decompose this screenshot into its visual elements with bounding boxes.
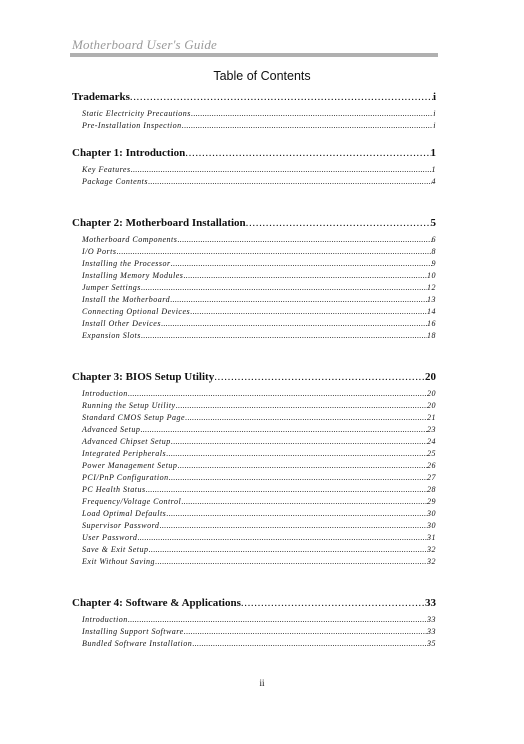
dot-leader [146, 484, 427, 496]
toc-entry-label: Key Features [82, 165, 131, 174]
toc-entry-row[interactable] [72, 496, 436, 508]
toc-chapter-page: 33 [425, 597, 436, 609]
dot-leader [182, 120, 434, 132]
toc-entry-label: Jumper Settings [82, 283, 141, 292]
dot-leader [130, 90, 433, 105]
toc-entry-row[interactable] [72, 234, 436, 246]
toc-entry-row[interactable] [72, 532, 436, 544]
table-of-contents [72, 90, 436, 650]
toc-entry-label: Introduction [82, 389, 128, 398]
dot-leader [169, 472, 427, 484]
toc-entry-row[interactable] [72, 508, 436, 520]
dot-leader [141, 282, 427, 294]
toc-entry-page: 14 [427, 307, 436, 316]
toc-entry-row[interactable] [72, 120, 436, 132]
toc-entry-label: Advanced Setup [82, 425, 141, 434]
dot-leader [192, 638, 427, 650]
toc-entry-page: 6 [431, 235, 436, 244]
toc-entry-page: 31 [427, 533, 436, 542]
toc-entry-label: PC Health Status [82, 485, 146, 494]
toc-entry-label: Frequency/Voltage Control [82, 497, 182, 506]
toc-entry-page: 32 [427, 557, 436, 566]
dot-leader [131, 164, 432, 176]
toc-entry-label: Advanced Chipset Setup [82, 437, 171, 446]
toc-entry-page: 4 [431, 177, 436, 186]
dot-leader [241, 596, 425, 611]
dot-leader [184, 626, 427, 638]
toc-entry-label: Supervisor Password [82, 521, 160, 530]
toc-chapter-page: 5 [430, 217, 436, 229]
toc-entry-row[interactable] [72, 306, 436, 318]
toc-entry-label: Installing the Processor [82, 259, 171, 268]
dot-leader [214, 370, 425, 385]
toc-entry-page: 28 [427, 485, 436, 494]
toc-entry-row[interactable] [72, 246, 436, 258]
toc-entry-page: 29 [427, 497, 436, 506]
toc-entry-label: Pre-Installation Inspection [82, 121, 182, 130]
toc-entry-page: i [433, 109, 436, 118]
dot-leader [171, 258, 432, 270]
toc-title: Table of Contents [213, 69, 311, 83]
toc-chapter-page: 1 [430, 147, 436, 159]
toc-entry-row[interactable] [72, 556, 436, 568]
toc-section-chapter-2 [72, 216, 436, 342]
toc-entry-row[interactable] [72, 294, 436, 306]
toc-entry-label: Motherboard Components [82, 235, 178, 244]
toc-entry-row[interactable] [72, 638, 436, 650]
dot-leader [141, 330, 427, 342]
dot-leader [117, 246, 432, 258]
toc-entry-label: Expansion Slots [82, 331, 141, 340]
toc-entry-label: Integrated Peripherals [82, 449, 167, 458]
toc-entry-row[interactable] [72, 258, 436, 270]
toc-entry-page: 13 [427, 295, 436, 304]
toc-chapter-row[interactable] [72, 596, 436, 611]
toc-entry-label: Power Management Setup [82, 461, 178, 470]
toc-chapter-row[interactable] [72, 146, 436, 161]
toc-entry-row[interactable] [72, 412, 436, 424]
toc-entry-row[interactable] [72, 318, 436, 330]
toc-entry-row[interactable] [72, 282, 436, 294]
dot-leader [190, 306, 427, 318]
dot-leader [166, 508, 427, 520]
dot-leader [191, 108, 433, 120]
toc-entry-row[interactable] [72, 626, 436, 638]
toc-entry-page: 10 [427, 271, 436, 280]
page-number: ii [259, 678, 265, 688]
toc-entry-page: 24 [427, 437, 436, 446]
toc-entry-row[interactable] [72, 460, 436, 472]
toc-chapter-row[interactable] [72, 370, 436, 385]
toc-entry-label: Installing Support Software [82, 627, 184, 636]
dot-leader [185, 146, 430, 161]
toc-entry-page: 32 [427, 545, 436, 554]
toc-entry-row[interactable] [72, 614, 436, 626]
dot-leader [181, 496, 427, 508]
toc-entry-page: 21 [427, 413, 436, 422]
dot-leader [177, 234, 431, 246]
toc-entry-page: 8 [431, 247, 436, 256]
dot-leader [185, 412, 427, 424]
toc-entry-label: Introduction [82, 615, 128, 624]
toc-entry-page: 26 [427, 461, 436, 470]
dot-leader [128, 614, 427, 626]
toc-chapter-title: Trademarks [72, 91, 130, 103]
toc-entry-label: Static Electricity Precautions [82, 109, 191, 118]
toc-entry-page: 35 [427, 639, 436, 648]
dot-leader [161, 318, 427, 330]
toc-entry-page: 20 [427, 401, 436, 410]
toc-entry-page: 12 [427, 283, 436, 292]
dot-leader [166, 448, 427, 460]
dot-leader [171, 436, 427, 448]
dot-leader [176, 400, 427, 412]
toc-entry-label: Exit Without Saving [82, 557, 156, 566]
toc-entry-label: Install Other Devices [82, 319, 161, 328]
toc-chapter-row[interactable] [72, 216, 436, 231]
dot-leader [128, 388, 427, 400]
toc-entry-page: 1 [431, 165, 436, 174]
toc-entry-page: 27 [427, 473, 436, 482]
toc-entry-row[interactable] [72, 424, 436, 436]
toc-entry-page: 30 [427, 509, 436, 518]
toc-entry-row[interactable] [72, 108, 436, 120]
toc-entry-label: User Password [82, 533, 138, 542]
toc-entry-label: Installing Memory Modules [82, 271, 184, 280]
toc-chapter-title: Chapter 3: BIOS Setup Utility [72, 371, 215, 383]
toc-entry-row[interactable] [72, 330, 436, 342]
toc-entry-page: 25 [427, 449, 436, 458]
toc-entry-row[interactable] [72, 520, 436, 532]
toc-entry-page: i [433, 121, 436, 130]
toc-entry-label: Running the Setup Utility [82, 401, 176, 410]
toc-chapter-title: Chapter 4: Software & Applications [72, 597, 241, 609]
header-rule [70, 53, 438, 57]
toc-entry-page: 33 [427, 615, 436, 624]
dot-leader [137, 532, 427, 544]
dot-leader [183, 270, 427, 282]
toc-entry-row[interactable] [72, 388, 436, 400]
toc-chapter-row[interactable] [72, 90, 436, 105]
toc-entry-label: Bundled Software Installation [82, 639, 193, 648]
toc-entry-row[interactable] [72, 484, 436, 496]
dot-leader [155, 556, 427, 568]
toc-entry-row[interactable] [72, 176, 436, 188]
toc-entry-label: Connecting Optional Devices [82, 307, 191, 316]
toc-section-chapter-4 [72, 596, 436, 650]
dot-leader [148, 544, 427, 556]
toc-chapter-page: 20 [425, 371, 436, 383]
toc-entry-page: 33 [427, 627, 436, 636]
toc-chapter-title: Chapter 1: Introduction [72, 147, 186, 159]
dot-leader [159, 520, 427, 532]
running-header: Motherboard User's Guide [72, 37, 218, 52]
toc-chapter-title: Chapter 2: Motherboard Installation [72, 217, 246, 229]
toc-entry-label: Standard CMOS Setup Page [82, 413, 186, 422]
dot-leader [170, 294, 427, 306]
toc-section-chapter-1 [72, 146, 436, 188]
toc-entry-page: 30 [427, 521, 436, 530]
toc-section-chapter-3 [72, 370, 436, 568]
toc-entry-row[interactable] [72, 400, 436, 412]
toc-entry-row[interactable] [72, 472, 436, 484]
dot-leader [246, 216, 431, 231]
toc-entry-label: PCI/PnP Configuration [82, 473, 169, 482]
toc-entry-row[interactable] [72, 448, 436, 460]
dot-leader [177, 460, 427, 472]
dot-leader [148, 176, 432, 188]
toc-section-trademarks [72, 90, 436, 132]
toc-entry-page: 9 [431, 259, 436, 268]
toc-entry-row[interactable] [72, 270, 436, 282]
toc-entry-page: 18 [427, 331, 436, 340]
toc-entry-label: Package Contents [82, 177, 148, 186]
toc-chapter-page: i [432, 91, 436, 103]
toc-entry-page: 23 [427, 425, 436, 434]
toc-entry-label: Install the Motherboard [82, 295, 171, 304]
toc-entry-row[interactable] [72, 436, 436, 448]
toc-entry-page: 16 [427, 319, 436, 328]
toc-entry-page: 20 [427, 389, 436, 398]
toc-entry-label: Load Optimal Defaults [82, 509, 167, 518]
toc-entry-label: Save & Exit Setup [82, 545, 149, 554]
dot-leader [140, 424, 427, 436]
toc-entry-row[interactable] [72, 164, 436, 176]
toc-entry-label: I/O Ports [82, 247, 117, 256]
toc-entry-row[interactable] [72, 544, 436, 556]
